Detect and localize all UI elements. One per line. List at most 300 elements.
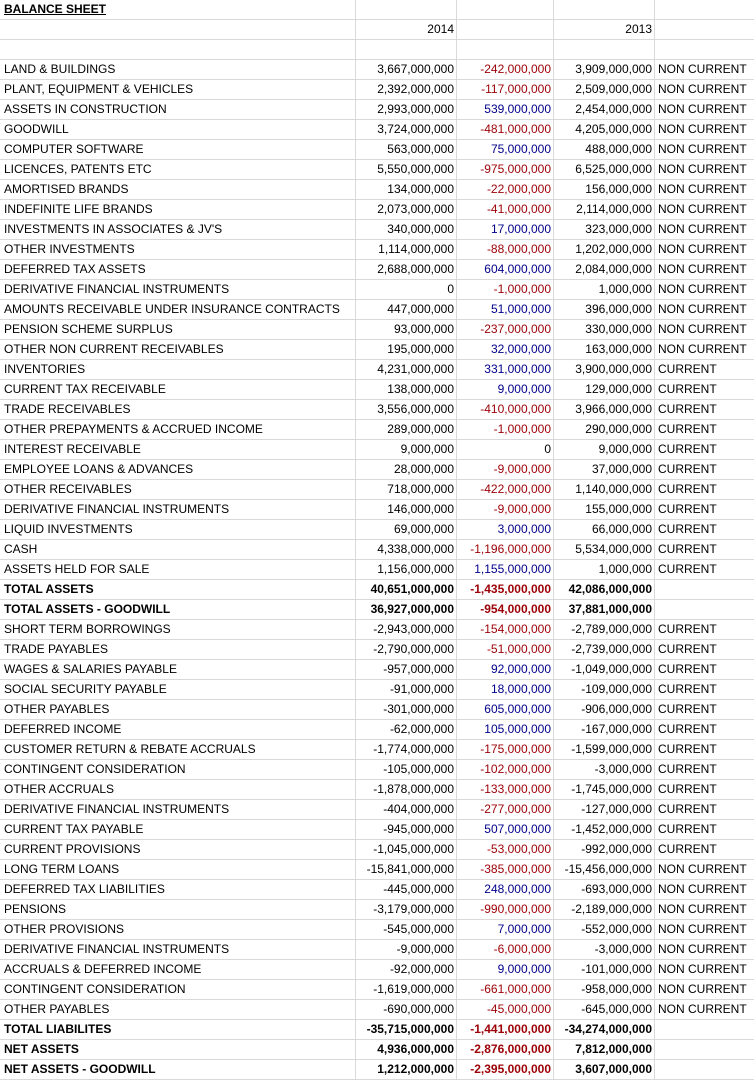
row-label[interactable]: LIQUID INVESTMENTS [0,520,356,539]
table-row [0,340,754,360]
table-row [0,160,754,180]
change-value[interactable]: 105,000,000 [457,720,554,739]
value-2013[interactable]: -906,000,000 [554,700,655,719]
row-label[interactable]: TOTAL LIABILITES [0,1020,356,1039]
row-label[interactable]: CURRENT TAX RECEIVABLE [0,380,356,399]
value-2014[interactable]: -1,619,000,000 [356,980,457,999]
change-value[interactable]: 248,000,000 [457,880,554,899]
empty-cell[interactable] [457,20,554,39]
empty-cell[interactable] [554,40,655,59]
row-label[interactable]: TOTAL ASSETS [0,580,356,599]
value-2014[interactable]: 563,000,000 [356,140,457,159]
change-value[interactable]: -154,000,000 [457,620,554,639]
value-2013[interactable]: 290,000,000 [554,420,655,439]
row-label[interactable]: SOCIAL SECURITY PAYABLE [0,680,356,699]
change-value[interactable]: -133,000,000 [457,780,554,799]
row-label[interactable]: CASH [0,540,356,559]
value-2013[interactable]: -34,274,000,000 [554,1020,655,1039]
value-2014[interactable]: -3,179,000,000 [356,900,457,919]
change-value[interactable]: 3,000,000 [457,520,554,539]
table-row [0,220,754,240]
classification[interactable]: CURRENT [658,362,717,376]
row-label[interactable]: PLANT, EQUIPMENT & VEHICLES [0,80,356,99]
change-value[interactable]: 604,000,000 [457,260,554,279]
row-label[interactable]: WAGES & SALARIES PAYABLE [0,660,356,679]
row-label[interactable]: CONTINGENT CONSIDERATION [0,980,356,999]
value-2013[interactable]: 42,086,000,000 [554,580,655,599]
value-2013[interactable]: 3,900,000,000 [554,360,655,379]
value-2013[interactable]: 66,000,000 [554,520,655,539]
table-row [0,620,754,640]
table-row [0,460,754,480]
value-2014[interactable]: 3,724,000,000 [356,120,457,139]
row-label[interactable]: AMOUNTS RECEIVABLE UNDER INSURANCE CONTRACTS [0,300,356,319]
row-label[interactable]: NET ASSETS - GOODWILL [0,1060,356,1079]
classification[interactable]: NON CURRENT [658,82,747,96]
row-label[interactable]: DERIVATIVE FINANCIAL INSTRUMENTS [0,500,356,519]
row-label[interactable]: NET ASSETS [0,1040,356,1059]
value-2014[interactable]: 1,212,000,000 [356,1060,457,1079]
row-label[interactable]: DEFERRED INCOME [0,720,356,739]
classification[interactable]: NON CURRENT [658,342,747,356]
value-2013[interactable]: 1,000,000 [554,280,655,299]
classification[interactable] [655,580,754,599]
change-value[interactable]: 507,000,000 [457,820,554,839]
value-2013[interactable]: 2,509,000,000 [554,80,655,99]
row-label[interactable]: OTHER PAYABLES [0,1000,356,1019]
change-value[interactable]: -385,000,000 [457,860,554,879]
classification[interactable]: CURRENT [658,622,717,636]
row-label[interactable]: OTHER PROVISIONS [0,920,356,939]
change-value[interactable]: 1,155,000,000 [457,560,554,579]
classification[interactable]: NON CURRENT [658,922,747,936]
classification[interactable]: CURRENT [658,842,717,856]
classification[interactable]: NON CURRENT [658,1002,747,1016]
value-2014[interactable]: 40,651,000,000 [356,580,457,599]
classification[interactable] [655,1040,754,1059]
value-2014[interactable]: -690,000,000 [356,1000,457,1019]
value-2014[interactable]: -15,841,000,000 [356,860,457,879]
table-row [0,100,754,120]
change-value[interactable]: -22,000,000 [457,180,554,199]
table-row [0,500,754,520]
classification[interactable] [655,600,754,619]
row-label[interactable]: INVENTORIES [0,360,356,379]
classification[interactable]: CURRENT [658,742,717,756]
empty-cell[interactable] [0,40,356,59]
row-label[interactable]: SHORT TERM BORROWINGS [0,620,356,639]
classification[interactable]: CURRENT [658,522,717,536]
value-2014[interactable]: 718,000,000 [356,480,457,499]
change-value[interactable]: 539,000,000 [457,100,554,119]
empty-cell[interactable] [0,20,356,39]
change-value[interactable]: 32,000,000 [457,340,554,359]
value-2014[interactable]: -91,000,000 [356,680,457,699]
empty-cell[interactable] [655,20,754,39]
change-value[interactable]: -175,000,000 [457,740,554,759]
value-2014[interactable]: 9,000,000 [356,440,457,459]
value-2013[interactable]: -1,452,000,000 [554,820,655,839]
value-2014[interactable]: 289,000,000 [356,420,457,439]
value-2014[interactable]: 3,667,000,000 [356,60,457,79]
change-value[interactable]: -481,000,000 [457,120,554,139]
classification[interactable] [655,1060,754,1079]
value-2013[interactable]: 37,000,000 [554,460,655,479]
table-row [0,440,754,460]
change-value[interactable]: -9,000,000 [457,460,554,479]
value-2014[interactable]: 69,000,000 [356,520,457,539]
value-2013[interactable]: -3,000,000 [554,760,655,779]
value-2013[interactable]: 2,454,000,000 [554,100,655,119]
row-label[interactable]: OTHER INVESTMENTS [0,240,356,259]
row-label[interactable]: CUSTOMER RETURN & REBATE ACCRUALS [0,740,356,759]
value-2013[interactable]: -992,000,000 [554,840,655,859]
classification[interactable]: CURRENT [658,402,717,416]
value-2014[interactable]: 4,338,000,000 [356,540,457,559]
value-2013[interactable]: 155,000,000 [554,500,655,519]
value-2014[interactable]: -105,000,000 [356,760,457,779]
value-2013[interactable]: 129,000,000 [554,380,655,399]
change-value[interactable]: 51,000,000 [457,300,554,319]
table-row [0,720,754,740]
value-2013[interactable]: 323,000,000 [554,220,655,239]
value-2013[interactable]: 163,000,000 [554,340,655,359]
value-2013[interactable]: -958,000,000 [554,980,655,999]
classification[interactable]: CURRENT [658,722,717,736]
value-2014[interactable]: 36,927,000,000 [356,600,457,619]
change-value[interactable]: 18,000,000 [457,680,554,699]
change-value[interactable]: -661,000,000 [457,980,554,999]
table-row [0,840,754,860]
classification[interactable]: CURRENT [658,462,717,476]
row-label[interactable]: TRADE RECEIVABLES [0,400,356,419]
row-label[interactable]: AMORTISED BRANDS [0,180,356,199]
value-2014[interactable]: -2,790,000,000 [356,640,457,659]
change-value[interactable]: -975,000,000 [457,160,554,179]
row-label[interactable]: ASSETS HELD FOR SALE [0,560,356,579]
value-2014[interactable]: -35,715,000,000 [356,1020,457,1039]
change-value[interactable]: 331,000,000 [457,360,554,379]
change-value[interactable]: -410,000,000 [457,400,554,419]
value-2014[interactable]: 447,000,000 [356,300,457,319]
change-value[interactable]: -277,000,000 [457,800,554,819]
table-row [0,760,754,780]
change-value[interactable]: -1,435,000,000 [457,580,554,599]
value-2014[interactable]: 0 [356,280,457,299]
empty-cell[interactable] [356,40,457,59]
classification[interactable]: NON CURRENT [658,882,747,896]
classification[interactable]: CURRENT [658,662,717,676]
row-label[interactable]: OTHER NON CURRENT RECEIVABLES [0,340,356,359]
row-label[interactable]: DERIVATIVE FINANCIAL INSTRUMENTS [0,940,356,959]
value-2013[interactable]: -693,000,000 [554,880,655,899]
value-2013[interactable]: 488,000,000 [554,140,655,159]
change-value[interactable]: 17,000,000 [457,220,554,239]
classification[interactable]: NON CURRENT [658,102,747,116]
change-value[interactable]: -45,000,000 [457,1000,554,1019]
value-2014[interactable]: -945,000,000 [356,820,457,839]
value-2013[interactable]: 9,000,000 [554,440,655,459]
value-2013[interactable]: 396,000,000 [554,300,655,319]
row-label[interactable]: DERIVATIVE FINANCIAL INSTRUMENTS [0,800,356,819]
row-label[interactable]: TRADE PAYABLES [0,640,356,659]
value-2014[interactable]: 4,231,000,000 [356,360,457,379]
classification[interactable]: CURRENT [658,502,717,516]
table-row [0,900,754,920]
row-label[interactable]: ACCRUALS & DEFERRED INCOME [0,960,356,979]
change-value[interactable]: -1,196,000,000 [457,540,554,559]
classification[interactable]: CURRENT [658,382,717,396]
year-2014-header[interactable]: 2014 [356,20,457,39]
value-2014[interactable]: 2,688,000,000 [356,260,457,279]
change-value[interactable]: -6,000,000 [457,940,554,959]
value-2014[interactable]: -957,000,000 [356,660,457,679]
classification[interactable]: CURRENT [658,702,717,716]
year-2013-header[interactable]: 2013 [554,20,655,39]
change-value[interactable]: 605,000,000 [457,700,554,719]
classification[interactable]: NON CURRENT [658,982,747,996]
row-label[interactable]: CURRENT TAX PAYABLE [0,820,356,839]
row-label[interactable]: PENSION SCHEME SURPLUS [0,320,356,339]
value-2013[interactable]: 1,140,000,000 [554,480,655,499]
value-2013[interactable]: 3,966,000,000 [554,400,655,419]
change-value[interactable]: -2,395,000,000 [457,1060,554,1079]
table-row [0,920,754,940]
row-label[interactable]: LONG TERM LOANS [0,860,356,879]
value-2014[interactable]: -2,943,000,000 [356,620,457,639]
value-2014[interactable]: -9,000,000 [356,940,457,959]
value-2014[interactable]: 3,556,000,000 [356,400,457,419]
row-label[interactable]: TOTAL ASSETS - GOODWILL [0,600,356,619]
row-label[interactable]: INDEFINITE LIFE BRANDS [0,200,356,219]
change-value[interactable]: 9,000,000 [457,380,554,399]
value-2014[interactable]: 138,000,000 [356,380,457,399]
value-2014[interactable]: 93,000,000 [356,320,457,339]
classification[interactable]: NON CURRENT [658,202,747,216]
row-label[interactable]: INTEREST RECEIVABLE [0,440,356,459]
value-2014[interactable]: -92,000,000 [356,960,457,979]
value-2014[interactable]: -301,000,000 [356,700,457,719]
row-label[interactable]: DERIVATIVE FINANCIAL INSTRUMENTS [0,280,356,299]
value-2014[interactable]: -1,045,000,000 [356,840,457,859]
empty-cell[interactable] [356,0,457,19]
empty-cell[interactable] [457,0,554,19]
value-2014[interactable]: -62,000,000 [356,720,457,739]
classification[interactable]: CURRENT [658,822,717,836]
title-row [0,0,754,20]
value-2014[interactable]: 2,993,000,000 [356,100,457,119]
change-value[interactable]: -9,000,000 [457,500,554,519]
change-value[interactable]: -1,441,000,000 [457,1020,554,1039]
value-2014[interactable]: 340,000,000 [356,220,457,239]
row-label[interactable]: GOODWILL [0,120,356,139]
change-value[interactable]: -117,000,000 [457,80,554,99]
value-2014[interactable]: 1,156,000,000 [356,560,457,579]
table-row [0,280,754,300]
change-value[interactable]: -1,000,000 [457,420,554,439]
value-2013[interactable]: -2,789,000,000 [554,620,655,639]
change-value[interactable]: -51,000,000 [457,640,554,659]
empty-cell[interactable] [554,0,655,19]
value-2014[interactable]: 146,000,000 [356,500,457,519]
row-label[interactable]: CURRENT PROVISIONS [0,840,356,859]
classification[interactable]: NON CURRENT [658,62,747,76]
value-2013[interactable]: 4,205,000,000 [554,120,655,139]
value-2013[interactable]: -101,000,000 [554,960,655,979]
table-row [0,540,754,560]
value-2013[interactable]: 2,114,000,000 [554,200,655,219]
change-value[interactable]: -422,000,000 [457,480,554,499]
change-value[interactable]: 9,000,000 [457,960,554,979]
row-label[interactable]: OTHER ACCRUALS [0,780,356,799]
classification[interactable]: NON CURRENT [658,902,747,916]
value-2014[interactable]: -1,878,000,000 [356,780,457,799]
classification[interactable]: NON CURRENT [658,122,747,136]
row-label[interactable]: LAND & BUILDINGS [0,60,356,79]
row-label[interactable]: OTHER PREPAYMENTS & ACCRUED INCOME [0,420,356,439]
table-row [0,300,754,320]
change-value[interactable]: 0 [457,440,554,459]
classification[interactable]: NON CURRENT [658,302,747,316]
table-row [0,320,754,340]
empty-cell[interactable] [457,40,554,59]
value-2013[interactable]: 330,000,000 [554,320,655,339]
table-row [0,780,754,800]
row-label[interactable]: COMPUTER SOFTWARE [0,140,356,159]
value-2013[interactable]: -109,000,000 [554,680,655,699]
value-2013[interactable]: -552,000,000 [554,920,655,939]
value-2013[interactable]: -2,739,000,000 [554,640,655,659]
change-value[interactable]: -954,000,000 [457,600,554,619]
value-2013[interactable]: -167,000,000 [554,720,655,739]
classification[interactable]: NON CURRENT [658,142,747,156]
change-value[interactable]: -102,000,000 [457,760,554,779]
value-2013[interactable]: 6,525,000,000 [554,160,655,179]
classification[interactable]: NON CURRENT [658,222,747,236]
change-value[interactable]: -242,000,000 [457,60,554,79]
row-label[interactable]: DEFERRED TAX ASSETS [0,260,356,279]
row-label[interactable]: LICENCES, PATENTS ETC [0,160,356,179]
table-row [0,180,754,200]
classification[interactable]: NON CURRENT [658,262,747,276]
classification[interactable]: CURRENT [658,782,717,796]
header-row [0,20,754,40]
value-2013[interactable]: 3,607,000,000 [554,1060,655,1079]
value-2014[interactable]: 1,114,000,000 [356,240,457,259]
value-2014[interactable]: 134,000,000 [356,180,457,199]
change-value[interactable]: -1,000,000 [457,280,554,299]
empty-cell[interactable] [655,0,754,19]
change-value[interactable]: -990,000,000 [457,900,554,919]
classification[interactable]: CURRENT [658,482,717,496]
classification[interactable]: CURRENT [658,542,717,556]
row-label[interactable]: INVESTMENTS IN ASSOCIATES & JV'S [0,220,356,239]
value-2013[interactable]: 37,881,000,000 [554,600,655,619]
classification[interactable]: NON CURRENT [658,942,747,956]
table-row [0,700,754,720]
change-value[interactable]: -53,000,000 [457,840,554,859]
value-2013[interactable]: -1,049,000,000 [554,660,655,679]
classification[interactable]: NON CURRENT [658,162,747,176]
classification[interactable]: CURRENT [658,682,717,696]
classification[interactable]: CURRENT [658,802,717,816]
row-label[interactable]: ASSETS IN CONSTRUCTION [0,100,356,119]
change-value[interactable]: 75,000,000 [457,140,554,159]
value-2013[interactable]: -645,000,000 [554,1000,655,1019]
row-label[interactable]: DEFERRED TAX LIABILITIES [0,880,356,899]
value-2014[interactable]: 2,073,000,000 [356,200,457,219]
change-value[interactable]: 92,000,000 [457,660,554,679]
value-2014[interactable]: 2,392,000,000 [356,80,457,99]
value-2013[interactable]: 156,000,000 [554,180,655,199]
classification[interactable]: NON CURRENT [658,182,747,196]
value-2014[interactable]: 5,550,000,000 [356,160,457,179]
value-2013[interactable]: -127,000,000 [554,800,655,819]
change-value[interactable]: -88,000,000 [457,240,554,259]
classification[interactable]: NON CURRENT [658,862,747,876]
value-2013[interactable]: -15,456,000,000 [554,860,655,879]
value-2014[interactable]: -545,000,000 [356,920,457,939]
value-2013[interactable]: 5,534,000,000 [554,540,655,559]
value-2014[interactable]: 195,000,000 [356,340,457,359]
value-2013[interactable]: 2,084,000,000 [554,260,655,279]
classification[interactable]: CURRENT [658,422,717,436]
value-2013[interactable]: -1,599,000,000 [554,740,655,759]
change-value[interactable]: -2,876,000,000 [457,1040,554,1059]
value-2013[interactable]: -1,745,000,000 [554,780,655,799]
blank-row [0,40,754,60]
table-row [0,260,754,280]
table-row [0,380,754,400]
value-2013[interactable]: -2,189,000,000 [554,900,655,919]
classification[interactable]: NON CURRENT [658,322,747,336]
value-2014[interactable]: -1,774,000,000 [356,740,457,759]
row-label[interactable]: OTHER RECEIVABLES [0,480,356,499]
change-value[interactable]: 7,000,000 [457,920,554,939]
row-label[interactable]: EMPLOYEE LOANS & ADVANCES [0,460,356,479]
classification[interactable]: NON CURRENT [658,282,747,296]
value-2014[interactable]: -404,000,000 [356,800,457,819]
classification[interactable] [655,1020,754,1039]
value-2014[interactable]: -445,000,000 [356,880,457,899]
table-row [0,80,754,100]
change-value[interactable]: -41,000,000 [457,200,554,219]
table-row [0,520,754,540]
value-2013[interactable]: -3,000,000 [554,940,655,959]
row-label[interactable]: OTHER PAYABLES [0,700,356,719]
change-value[interactable]: -237,000,000 [457,320,554,339]
classification[interactable]: CURRENT [658,562,717,576]
value-2014[interactable]: 4,936,000,000 [356,1040,457,1059]
row-label[interactable]: CONTINGENT CONSIDERATION [0,760,356,779]
classification[interactable]: CURRENT [658,442,717,456]
classification[interactable]: NON CURRENT [658,242,747,256]
classification[interactable]: CURRENT [658,762,717,776]
empty-cell[interactable] [655,40,754,59]
table-row [0,560,754,580]
sheet-title[interactable]: BALANCE SHEET [0,0,356,19]
value-2013[interactable]: 1,202,000,000 [554,240,655,259]
value-2013[interactable]: 1,000,000 [554,560,655,579]
classification[interactable]: NON CURRENT [658,962,747,976]
row-label[interactable]: PENSIONS [0,900,356,919]
value-2013[interactable]: 7,812,000,000 [554,1040,655,1059]
table-row [0,1020,754,1040]
table-row [0,200,754,220]
value-2014[interactable]: 28,000,000 [356,460,457,479]
classification[interactable]: CURRENT [658,642,717,656]
value-2013[interactable]: 3,909,000,000 [554,60,655,79]
